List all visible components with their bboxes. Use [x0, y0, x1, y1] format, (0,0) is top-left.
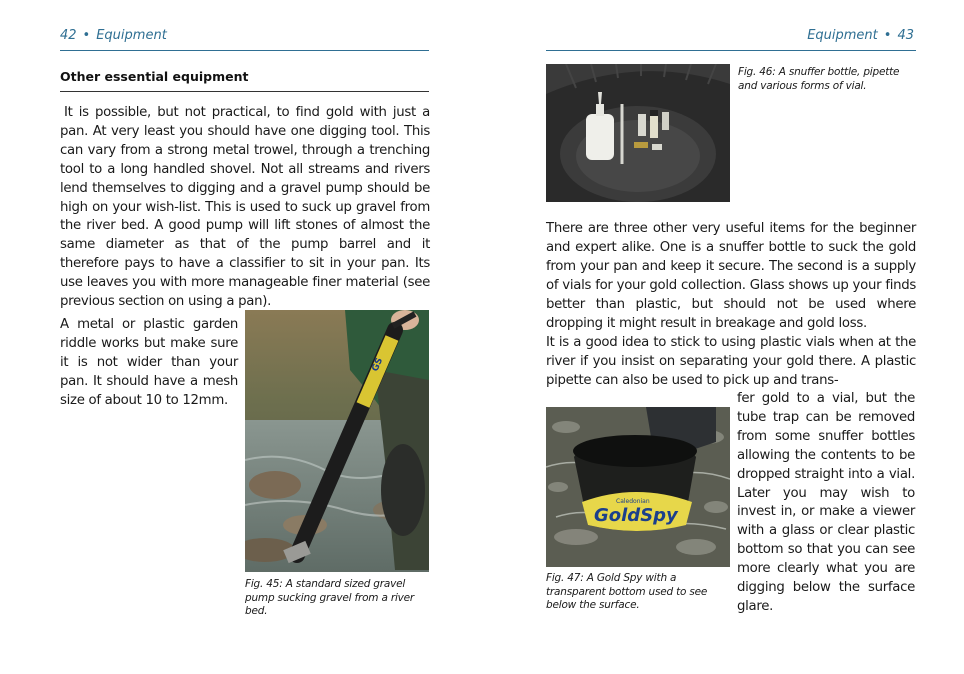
- pump-label: GS: [370, 356, 386, 374]
- section-rule: [60, 91, 429, 92]
- figure-46-caption: Fig. 46: A snuffer bottle, pipette and various forms of vial.: [738, 66, 900, 92]
- header-rule-right: [546, 50, 916, 51]
- gold-spy-illustration: [546, 407, 730, 567]
- gold-spy-brand-large: GoldSpy: [594, 505, 678, 526]
- figure-gravel-pump-photo: [245, 310, 429, 572]
- bullet-separator: •: [883, 28, 892, 43]
- paragraph-intro: It is possible, but not practical, to find gold with just a pan. At very least you should have one digging tool. This can vary from a strong metal trowel, through a trenching tool to a long handled shovel. Not all streams and rivers lend themselves to digging and a gravel pump should be high on your wish-list. This is used to suck up gravel from the river bed. A good pump will lift stones of almost the same diameter as that of the pump barrel and it therefore pays to have a classifier to sit in your pan. Its use leaves you with more manageable finer material (see previous section on using a pan).: [60, 105, 430, 310]
- bullet-separator: •: [82, 28, 91, 43]
- figure-45-caption: Fig. 45: A standard sized gravel pump sucking gravel from a river bed.: [245, 578, 415, 617]
- gravel-pump-illustration: [245, 310, 429, 572]
- running-head-title-left: Equipment: [96, 28, 167, 43]
- right-page: [482, 0, 964, 674]
- page-number-left: 42: [60, 28, 77, 43]
- running-head-title-right: Equipment: [807, 28, 878, 43]
- gold-spy-brand-small: Caledonian: [616, 498, 650, 505]
- header-rule-left: [60, 50, 429, 51]
- paragraph-plastic-vials: It is a good idea to stick to using plastic vials when at the river if you insist on separating your gold there. A plastic pipette can also be used to pick up and trans-: [546, 335, 916, 388]
- snuffer-bottle-illustration: [546, 64, 730, 202]
- figure-snuffer-bottle-photo: [546, 64, 730, 202]
- page-number-right: 43: [897, 28, 914, 43]
- running-head-left: [60, 28, 167, 43]
- paragraph-tube-trap: fer gold to a vial, but the tube trap can be removed from some snuffer bottles allowing the contents to be dropped straight into a vial. Later you may wish to invest in, or make a viewer with a glass or clear plastic bottom so that you can see more clearly what you are digging below the surface glare.: [737, 391, 915, 614]
- figure-47-caption: Fig. 47: A Gold Spy with a transparent bottom used to see below the surface.: [546, 572, 708, 611]
- section-title: Other essential equipment: [60, 69, 249, 84]
- figure-gold-spy-photo: [546, 407, 730, 567]
- paragraph-riddle: A metal or plastic garden riddle works but make sure it is not wider than your pan. It should have a mesh size of about 10 to 12mm.: [60, 317, 238, 408]
- paragraph-useful-items: There are three other very useful items for the beginner and expert alike. One is a snuffer bottle to suck the gold from your pan and keep it secure. The second is a supply of vials for your gold collection. Glass shows up your finds better than plastic, but should not be used where dropping it might result in breakage and gold loss.: [546, 221, 916, 331]
- running-head-right: [807, 28, 914, 43]
